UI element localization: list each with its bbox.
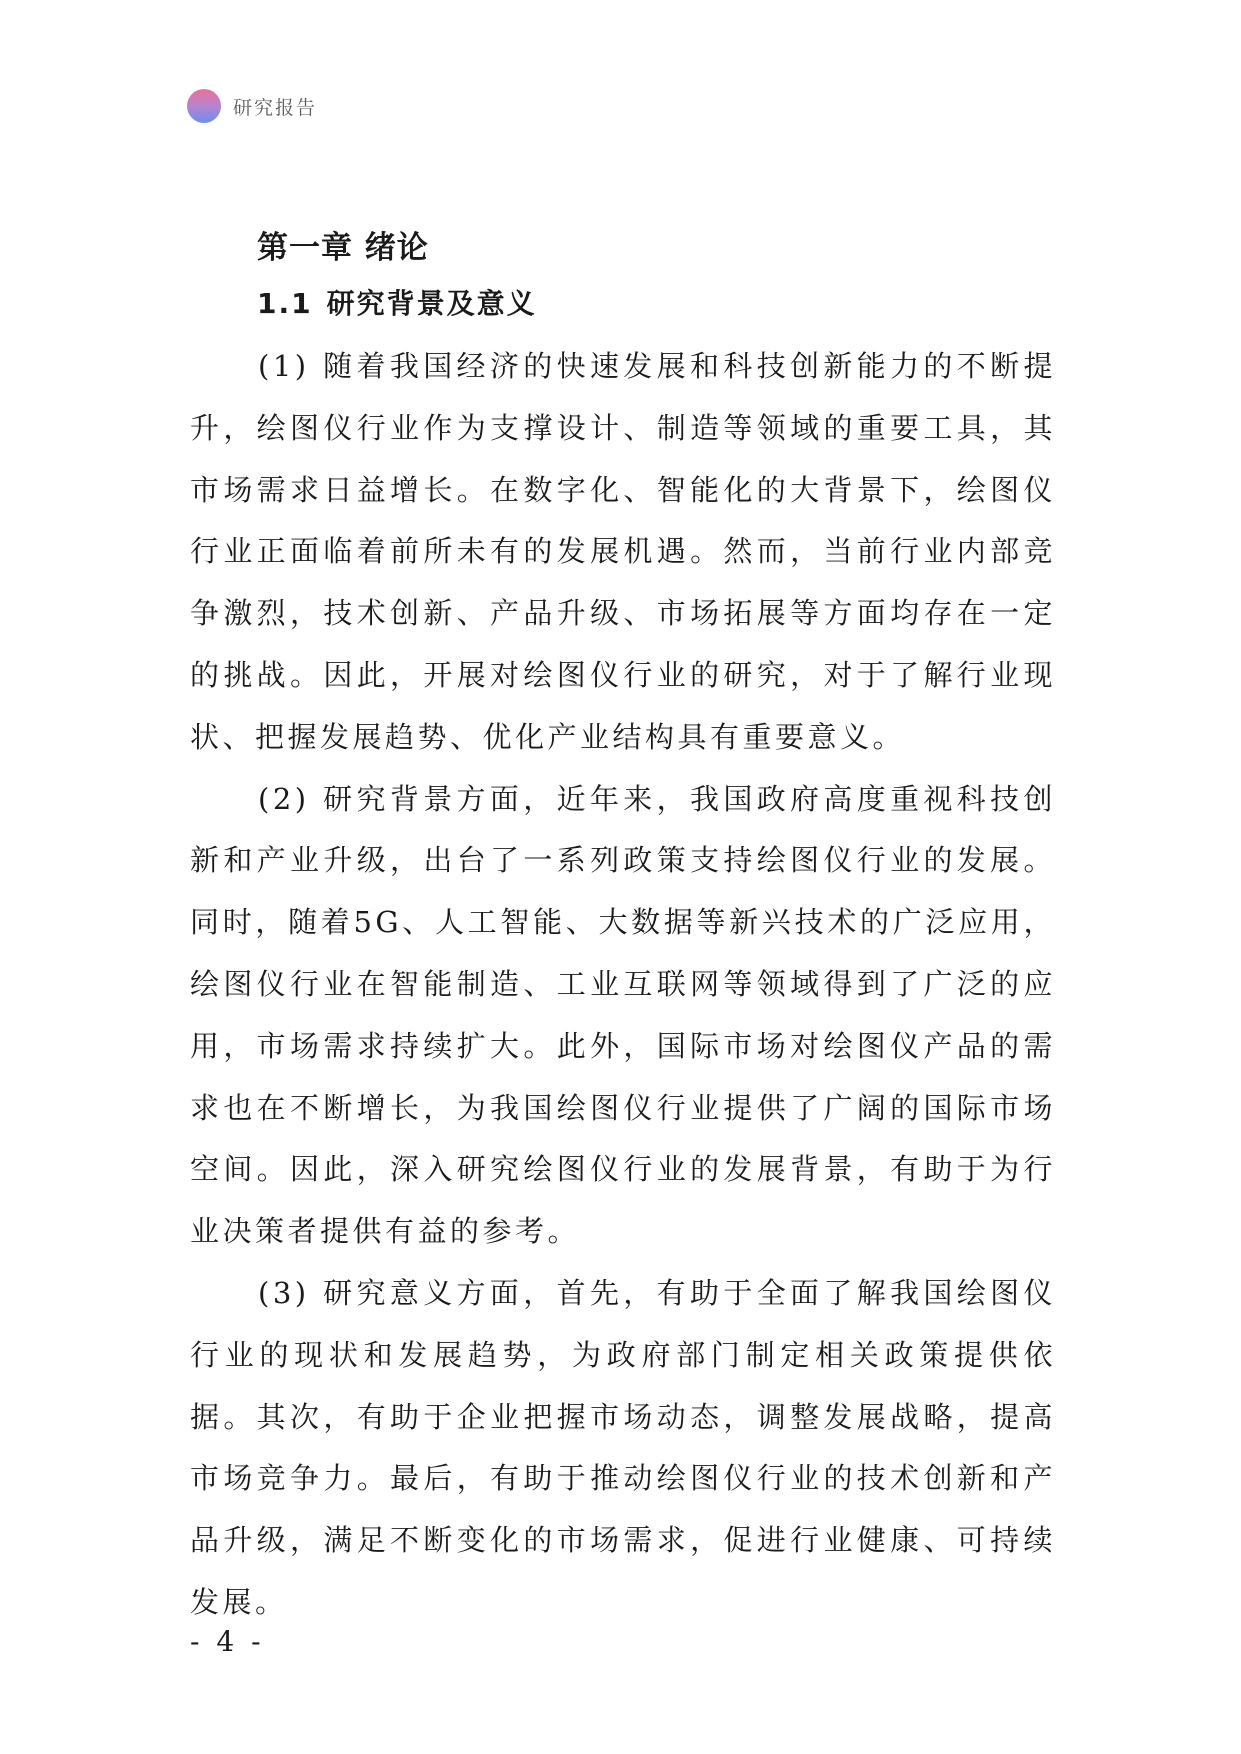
logo-icon bbox=[187, 89, 221, 123]
chapter-title: 第一章 绪论 bbox=[257, 230, 429, 266]
paragraph-2: (2) 研究背景方面，近年来，我国政府高度重视科技创新和产业升级，出台了一系列政策支持绘图仪行业的发展。同时，随着5G、人工智能、大数据等新兴技术的广泛应用，绘图仪行业在智能制造、工业互联网等领域得到了广泛的应用，市场需求持续扩大。此外，国际市场对绘图仪产品的需求也在不断增长，为我国绘图仪行业提供了广阔的国际市场空间。因此，深入研究绘图仪行业的发展背景，有助于为行业决策者提供有益的参考。 bbox=[190, 781, 1056, 1249]
page-header bbox=[187, 88, 317, 124]
document-body bbox=[190, 226, 1056, 1634]
section-title: 研究背景及意义 bbox=[326, 287, 537, 320]
page-number: - 4 - bbox=[190, 1625, 265, 1658]
section-heading bbox=[257, 284, 1056, 324]
section-number: 1.1 bbox=[257, 287, 313, 320]
header-label: 研究报告 bbox=[233, 96, 318, 119]
paragraph-3: (3) 研究意义方面，首先，有助于全面了解我国绘图仪行业的现状和发展趋势，为政府部门制定相关政策提供依据。其次，有助于企业把握市场动态，调整发展战略，提高市场竞争力。最后，有助于推动绘图仪行业的技术创新和产品升级，满足不断变化的市场需求，促进行业健康、可持续发展。 bbox=[190, 1275, 1056, 1619]
paragraph-1: (1) 随着我国经济的快速发展和科技创新能力的不断提升，绘图仪行业作为支撑设计、制造等领域的重要工具，其市场需求日益增长。在数字化、智能化的大背景下，绘图仪行业正面临着前所未有的发展机遇。然而，当前行业内部竞争激烈，技术创新、产品升级、市场拓展等方面均存在一定的挑战。因此，开展对绘图仪行业的研究，对于了解行业现状、把握发展趋势、优化产业结构具有重要意义。 bbox=[190, 349, 1056, 754]
